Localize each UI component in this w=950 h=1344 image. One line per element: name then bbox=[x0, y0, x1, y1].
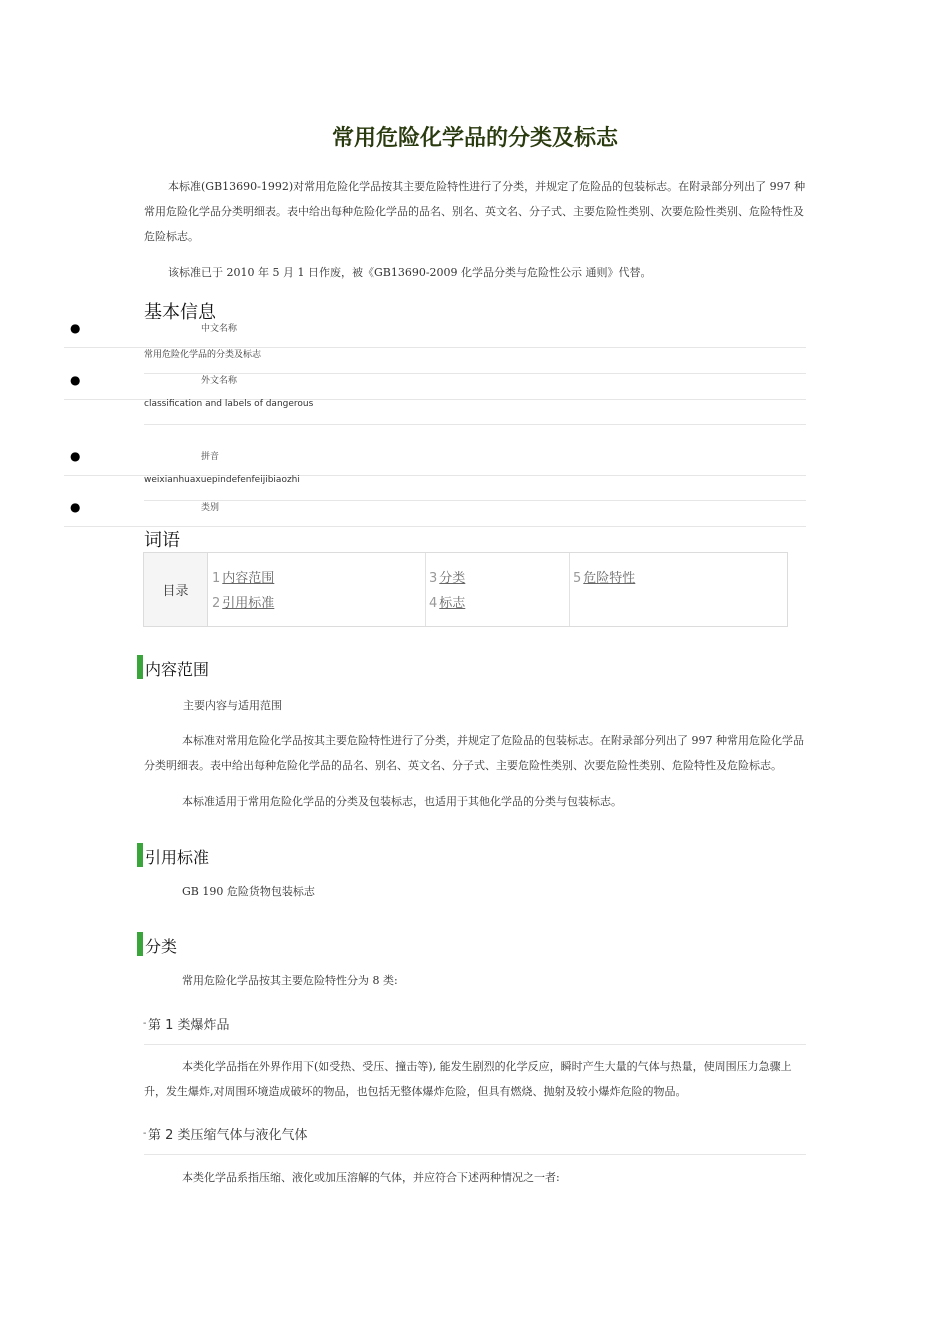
basic-info-value-foreign-name: classification and labels of dangerous bbox=[144, 399, 314, 409]
table-of-contents bbox=[143, 552, 788, 627]
class-1-paragraph: 本类化学品指在外界作用下(如受热、受压、撞击等), 能发生剧烈的化学反应，瞬时产生大量的气体与热量，使周围压力急骤上升，发生爆炸,对周围环境造成破坏的物品，也包括无整体爆炸危险，但具有燃烧、抛射及较小爆炸危险的物品。 bbox=[144, 1060, 792, 1098]
toc-item-refs[interactable]: 2 引用标准 bbox=[212, 596, 275, 611]
divider bbox=[144, 424, 806, 425]
page-title: 常用危险化学品的分类及标志 bbox=[331, 126, 618, 151]
section-accent-bar bbox=[137, 655, 143, 679]
words-heading: 词语 bbox=[144, 530, 180, 551]
section-title-refs: 引用标准 bbox=[145, 848, 210, 867]
refs-paragraph-1: GB 190 危险货物包装标志 bbox=[182, 885, 315, 898]
toc-item-labels[interactable]: 4 标志 bbox=[429, 596, 466, 611]
subsection-marker: - bbox=[143, 1018, 147, 1029]
class-2-paragraph: 本类化学品系指压缩、液化或加压溶解的气体，并应符合下述两种情况之一者: bbox=[182, 1171, 560, 1184]
subsection-title-class-1: 第 1 类爆炸品 bbox=[148, 1018, 230, 1033]
divider bbox=[144, 500, 806, 501]
toc-column-3 bbox=[573, 566, 635, 591]
basic-info-heading: 基本信息 bbox=[144, 302, 216, 323]
toc-item-scope[interactable]: 1 内容范围 bbox=[212, 571, 275, 586]
basic-info-label-pinyin: 拼音 bbox=[201, 452, 220, 462]
section-title-scope: 内容范围 bbox=[145, 660, 210, 679]
toc-header: 目录 bbox=[144, 553, 208, 626]
toc-column-divider bbox=[569, 553, 570, 626]
section-subtitle-scope: 主要内容与适用范围 bbox=[183, 699, 282, 712]
toc-column-2 bbox=[429, 566, 465, 616]
divider bbox=[144, 373, 806, 374]
subsection-marker: - bbox=[143, 1128, 147, 1139]
section-accent-bar bbox=[137, 932, 143, 956]
section-title-classify: 分类 bbox=[145, 937, 178, 956]
section-accent-bar bbox=[137, 843, 143, 867]
divider bbox=[144, 1154, 806, 1155]
scope-paragraph-1: 本标准对常用危险化学品按其主要危险特性进行了分类，并规定了危险品的包装标志。在附录部分列出了 997 种常用危险化学品分类明细表。表中给出每种危险化学品的品名、别名、英文名、分子式、主要危险性类别、次要危险性类别、危险特性及危险标志。 bbox=[144, 734, 804, 772]
scope-paragraph-2: 本标准适用于常用危险化学品的分类及包装标志，也适用于其他化学品的分类与包装标志。 bbox=[182, 795, 622, 808]
divider bbox=[144, 1044, 806, 1045]
bullet-marker: ● bbox=[70, 449, 81, 463]
bullet-marker: ● bbox=[70, 373, 81, 387]
basic-info-label-chinese-name: 中文名称 bbox=[201, 324, 238, 334]
basic-info-value-chinese-name: 常用危险化学品的分类及标志 bbox=[144, 350, 262, 360]
toc-item-classify[interactable]: 3 分类 bbox=[429, 571, 466, 586]
subsection-title-class-2: 第 2 类压缩气体与液化气体 bbox=[148, 1128, 308, 1143]
basic-info-label-category: 类别 bbox=[201, 503, 220, 513]
basic-info-value-pinyin: weixianhuaxuepindefenfeijibiaozhi bbox=[144, 475, 300, 485]
bullet-marker: ● bbox=[70, 321, 81, 335]
intro-paragraph-1: 本标准(GB13690-1992)对常用危险化学品按其主要危险特性进行了分类，并规定了危险品的包装标志。在附录部分列出了 997 种常用危险化学品分类明细表。表中给出每种危险化学品的品名、别名、英文名、分子式、主要危险性类别、次要危险性类别、危险特性及危险标志。 bbox=[144, 180, 806, 243]
intro-paragraph-2: 该标准已于 2010 年 5 月 1 日作废，被《GB13690-2009 化学品分类与危险性公示 通则》代替。 bbox=[168, 266, 652, 279]
toc-column-divider bbox=[425, 553, 426, 626]
bullet-marker: ● bbox=[70, 500, 81, 514]
toc-column-1 bbox=[212, 566, 274, 616]
basic-info-label-foreign-name: 外文名称 bbox=[201, 376, 238, 386]
classify-paragraph-1: 常用危险化学品按其主要危险特性分为 8 类: bbox=[182, 974, 398, 987]
toc-item-hazard[interactable]: 5 危险特性 bbox=[573, 571, 636, 586]
